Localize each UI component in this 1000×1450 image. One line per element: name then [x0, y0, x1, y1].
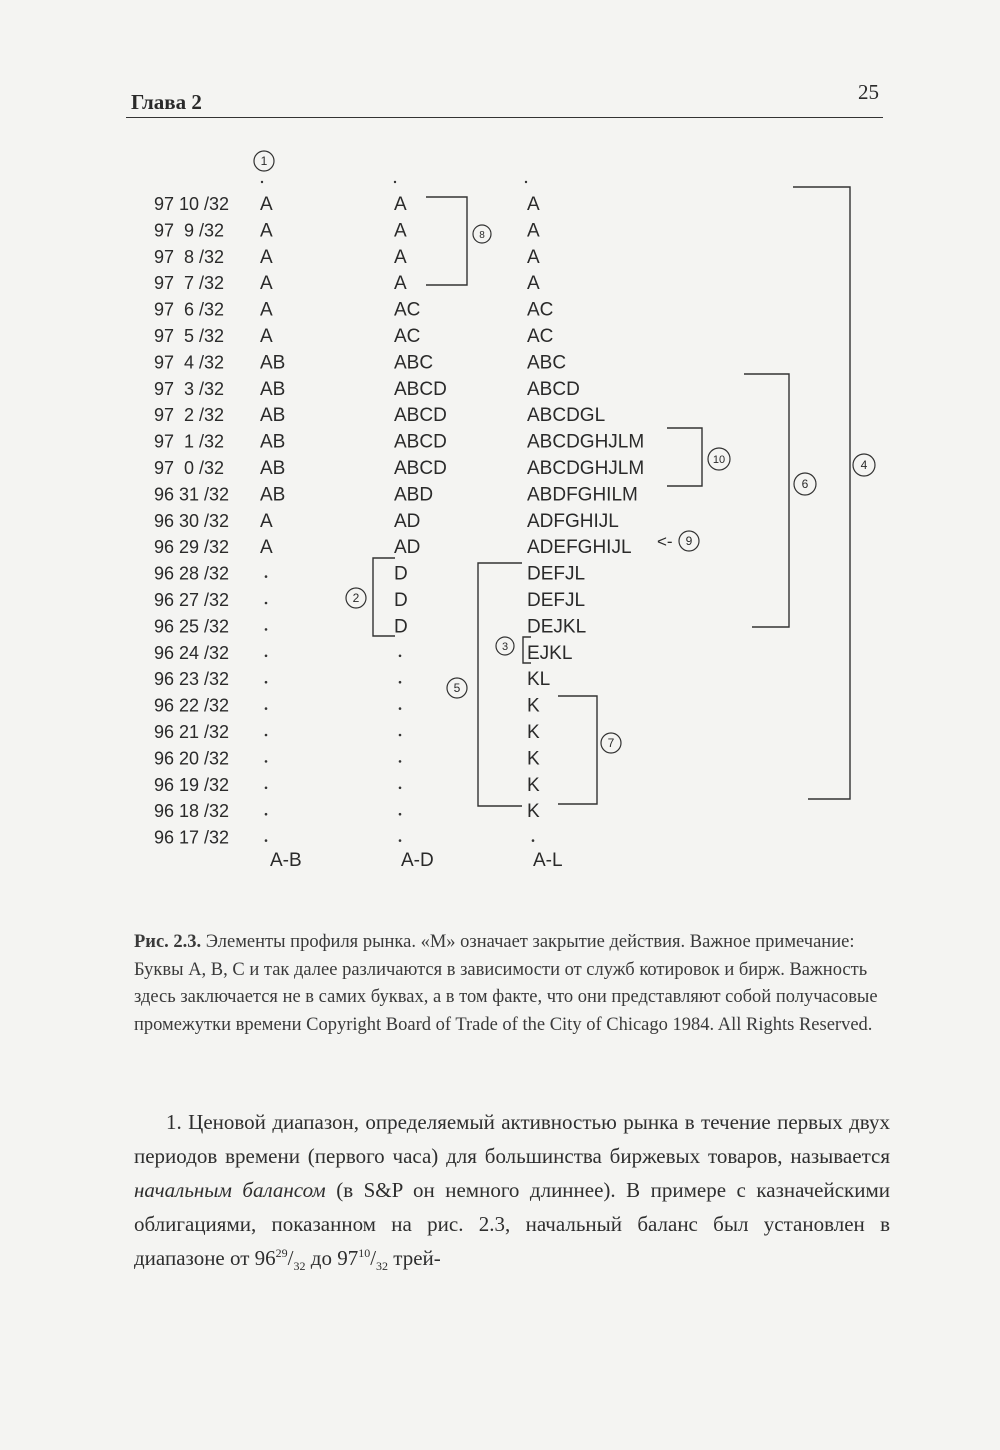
- tpo-letters: ABCD: [394, 378, 447, 400]
- tpo-letters: A: [527, 194, 540, 215]
- column-footer-a-l: A-L: [533, 850, 563, 871]
- tpo-letters: A: [394, 246, 407, 268]
- empty-period-dot: [399, 760, 402, 763]
- tpo-letters: D: [394, 616, 408, 638]
- tpo-letters: DEJKL: [527, 616, 587, 638]
- paragraph-part: (в S&P он немного длиннее). В примере с казначейскими облигациями, показанном на рис. 2.3, начальный баланс был установлен в диапазоне от: [134, 1178, 890, 1270]
- profile-column-a-b: [260, 194, 285, 842]
- emphasis-term: начальным балансом: [134, 1178, 326, 1202]
- bracket-8: [426, 197, 467, 285]
- empty-period-dot: [265, 628, 268, 631]
- tpo-letters: A: [260, 326, 273, 347]
- price-level: 96 29 /32: [154, 537, 230, 558]
- tpo-letters: AB: [260, 352, 286, 374]
- price-level: 96 22 /32: [154, 695, 230, 716]
- bracket-6: [744, 374, 789, 627]
- tpo-letters: KL: [527, 669, 551, 691]
- marker-10: 10: [712, 454, 726, 466]
- tpo-letters: ABC: [394, 352, 434, 374]
- price-level: 97 5 /32: [154, 326, 225, 346]
- tpo-letters: A: [260, 220, 273, 242]
- tpo-letters: EJKL: [527, 642, 573, 664]
- price-level: 96 21 /32: [154, 722, 230, 742]
- tpo-letters: ABCD: [394, 458, 447, 479]
- tpo-letters: K: [527, 722, 540, 743]
- price-level: 97 8 /32: [154, 246, 225, 267]
- tpo-letters: K: [527, 748, 540, 770]
- price-level: 96 18 /32: [154, 801, 230, 822]
- marker-6: 6: [801, 477, 809, 491]
- price-column: [154, 194, 229, 848]
- price-level: 97 4 /32: [154, 352, 225, 373]
- tpo-letters: ABCDGHJLM: [527, 431, 645, 453]
- tpo-letters: ABCD: [394, 431, 447, 453]
- paragraph-part: трей-: [393, 1246, 441, 1270]
- price-level: 96 27 /32: [154, 590, 230, 610]
- price-level: 97 10 /32: [154, 194, 230, 214]
- bracket-5: [478, 563, 522, 806]
- marker-8: 8: [479, 230, 485, 241]
- chapter-title: Глава 2: [131, 90, 202, 114]
- empty-period-dot: [265, 734, 268, 737]
- tpo-letters: A: [260, 537, 273, 559]
- bracket-10: [667, 428, 702, 486]
- tpo-letters: AB: [260, 458, 286, 479]
- bracket-2: [373, 558, 395, 636]
- leading-dot: [394, 181, 396, 183]
- empty-period-dot: [399, 655, 402, 658]
- column-footer-a-d: A-D: [401, 850, 434, 871]
- tpo-letters: A: [527, 246, 540, 268]
- tpo-letters: A: [527, 273, 540, 295]
- empty-period-dot: [265, 602, 268, 605]
- price-level: 97 6 /32: [154, 299, 225, 320]
- caption-text: Элементы профиля рынка. «М» означает закрытие действия. Важное примечание: Буквы А, В, С и так далее различаются в зависимости от служб котировок и бирж. Важность здесь заключается не в самих буквах, а в том факте, что они представляют собой получасовые промежутки времени Copyright Board of Trade of the City of Chicago 1984. All Rights Reserved.: [134, 932, 878, 1035]
- tpo-letters: A: [260, 246, 273, 268]
- empty-period-dot: [265, 760, 268, 763]
- tpo-letters: ABCD: [527, 378, 580, 400]
- price-level: 96 23 /32: [154, 669, 230, 690]
- price-level: 96 17 /32: [154, 827, 230, 848]
- tpo-letters: AC: [527, 326, 554, 347]
- price-level: 96 31 /32: [154, 484, 230, 505]
- tpo-letters: AD: [394, 537, 421, 559]
- empty-period-dot: [399, 734, 402, 737]
- empty-period-dot: [399, 787, 402, 790]
- tpo-letters: ABCDGL: [527, 405, 606, 427]
- price-level: 97 9 /32: [154, 220, 225, 241]
- tpo-letters: ABCDGHJLM: [527, 458, 645, 479]
- tpo-letters: AB: [260, 484, 286, 506]
- tpo-letters: A: [394, 273, 407, 295]
- price-level: 97 7 /32: [154, 273, 225, 294]
- fraction-value: $96^{29}/_{32}$: [254, 1246, 306, 1274]
- tpo-letters: AC: [527, 299, 554, 321]
- leading-dot: [525, 181, 527, 183]
- empty-period-dot: [399, 681, 402, 684]
- empty-period-dot: [532, 839, 535, 842]
- tpo-letters: A: [260, 299, 273, 321]
- caption-label: Рис. 2.3.: [134, 932, 202, 952]
- empty-period-dot: [265, 813, 268, 816]
- marker-7: 7: [607, 736, 615, 750]
- marker-9: 9: [685, 534, 693, 548]
- bracket-4: [793, 187, 850, 799]
- tpo-letters: DEFJL: [527, 563, 586, 585]
- marker-2: 2: [352, 591, 360, 605]
- marker-4: 4: [860, 458, 868, 472]
- price-level: 97 0 /32: [154, 458, 225, 478]
- profile-column-a-l: [527, 194, 644, 842]
- leading-dot: [261, 181, 263, 183]
- tpo-letters: AD: [394, 510, 421, 532]
- empty-period-dot: [265, 575, 268, 578]
- tpo-letters: AB: [260, 405, 286, 427]
- empty-period-dot: [265, 655, 268, 658]
- tpo-letters: A: [394, 220, 407, 242]
- fraction-value: $97^{10}/_{32}$: [337, 1246, 389, 1274]
- price-level: 96 25 /32: [154, 616, 230, 637]
- price-level: 96 28 /32: [154, 563, 230, 584]
- empty-period-dot: [265, 787, 268, 790]
- tpo-letters: K: [527, 695, 540, 717]
- tpo-letters: AB: [260, 378, 286, 400]
- tpo-letters: A: [260, 273, 273, 295]
- price-level: 96 24 /32: [154, 642, 230, 663]
- price-level: 96 30 /32: [154, 510, 230, 531]
- paragraph-part: 1. Ценовой диапазон, определяемый активностью рынка в течение первых двух периодов времени (первого часа) для большинства биржевых товаров, называется: [134, 1110, 890, 1168]
- price-level: 96 19 /32: [154, 774, 230, 795]
- tpo-letters: AC: [394, 299, 421, 321]
- empty-period-dot: [265, 707, 268, 710]
- figure-caption: [134, 929, 894, 1039]
- tpo-letters: D: [394, 563, 408, 585]
- tpo-letters: A: [527, 220, 540, 242]
- tpo-letters: D: [394, 590, 408, 611]
- tpo-letters: K: [527, 801, 540, 823]
- price-level: 97 3 /32: [154, 378, 225, 399]
- tpo-letters: DEFJL: [527, 590, 586, 611]
- tpo-letters: ABCD: [394, 405, 447, 427]
- empty-period-dot: [265, 681, 268, 684]
- tpo-letters: ADEFGHIJL: [527, 537, 632, 559]
- empty-period-dot: [399, 839, 402, 842]
- body-paragraph: [134, 1105, 890, 1275]
- tpo-letters: ADFGHIJL: [527, 510, 619, 532]
- tpo-letters: A: [260, 194, 273, 215]
- marker-1: 1: [260, 154, 268, 168]
- price-level: 96 20 /32: [154, 748, 230, 769]
- marker-3: 3: [501, 641, 509, 653]
- column-footer-a-b: A-B: [270, 850, 302, 871]
- tpo-letters: ABDFGHILM: [527, 484, 638, 506]
- marker-9-arrow: <-: [657, 532, 673, 551]
- tpo-letters: A: [260, 510, 273, 532]
- price-level: 97 1 /32: [154, 431, 225, 452]
- empty-period-dot: [399, 707, 402, 710]
- page-number: 25: [858, 80, 879, 104]
- tpo-letters: AB: [260, 431, 286, 453]
- empty-period-dot: [399, 813, 402, 816]
- profile-column-a-d: [394, 194, 447, 842]
- tpo-letters: ABC: [527, 352, 567, 374]
- tpo-letters: AC: [394, 326, 421, 347]
- tpo-letters: ABD: [394, 484, 434, 506]
- tpo-letters: A: [394, 194, 407, 215]
- bracket-7: [558, 696, 597, 804]
- paragraph-part: до: [310, 1246, 332, 1270]
- empty-period-dot: [265, 839, 268, 842]
- tpo-letters: K: [527, 774, 540, 796]
- marker-5: 5: [453, 681, 461, 695]
- price-level: 97 2 /32: [154, 405, 225, 426]
